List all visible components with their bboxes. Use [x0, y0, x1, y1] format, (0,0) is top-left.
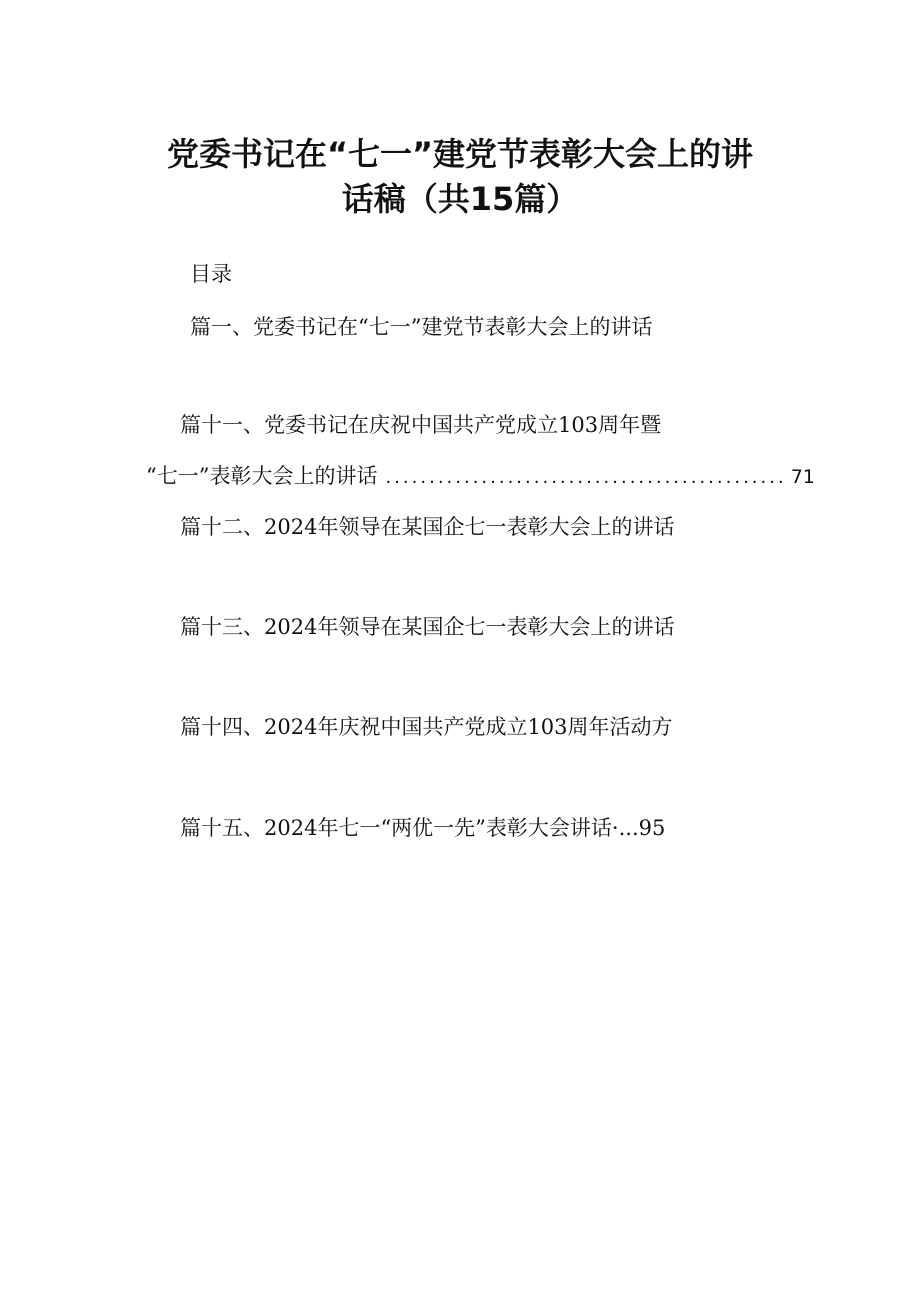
toc-entry-15[interactable]: 篇十五、2024年七一“两优一先”表彰大会讲话·...95	[180, 816, 666, 840]
toc-entry-11-line-1[interactable]: 篇十一、党委书记在庆祝中国共产党成立103周年暨	[180, 413, 662, 437]
toc-entry-13[interactable]: 篇十三、2024年领导在某国企七一表彰大会上的讲话	[180, 615, 675, 639]
toc-entry-11-line-2[interactable]	[146, 461, 815, 493]
toc-dot-leader: ..............................................	[385, 467, 787, 488]
toc-entry-11-text: “七一”表彰大会上的讲话	[146, 464, 378, 488]
document-title-line-1: 党委书记在“七一”建党节表彰大会上的讲	[166, 135, 754, 173]
toc-page-number: 71	[790, 466, 815, 488]
document-title-line-2: 话稿（共15篇）	[341, 180, 579, 218]
toc-entry-12[interactable]: 篇十二、2024年领导在某国企七一表彰大会上的讲话	[180, 515, 675, 539]
toc-entry-1[interactable]: 篇一、党委书记在“七一”建党节表彰大会上的讲话	[190, 315, 653, 339]
toc-entry-14[interactable]: 篇十四、2024年庆祝中国共产党成立103周年活动方	[180, 715, 673, 739]
toc-heading: 目录	[190, 262, 232, 286]
